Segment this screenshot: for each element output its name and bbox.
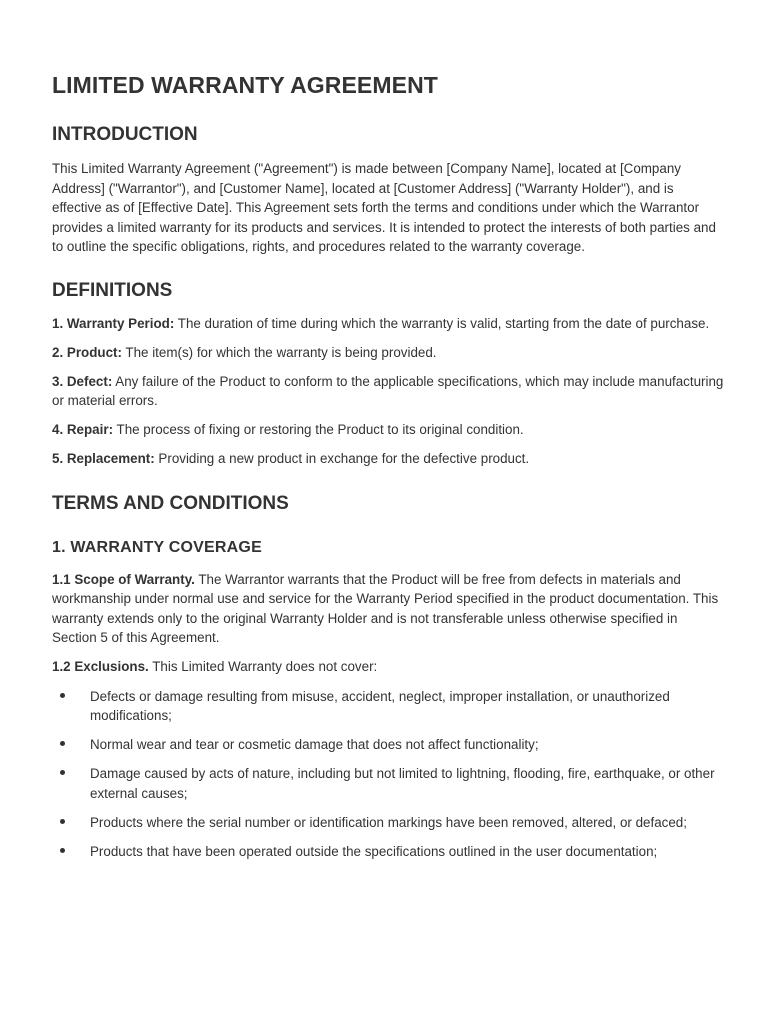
document-page <box>52 70 724 871</box>
terms-heading: TERMS AND CONDITIONS <box>52 492 289 514</box>
bullet-icon <box>60 741 65 746</box>
scope-term: 1.1 Scope of Warranty. <box>52 571 195 587</box>
exclusions <box>52 657 724 677</box>
list-item-text: Normal wear and tear or cosmetic damage that does not affect functionality; <box>90 737 539 752</box>
bullet-icon <box>60 819 65 824</box>
definition-text: Providing a new product in exchange for the defective product. <box>154 451 530 466</box>
definition-repair <box>52 420 724 440</box>
definitions-list <box>52 314 724 469</box>
bullet-icon <box>60 770 65 775</box>
introduction-text: This Limited Warranty Agreement ("Agreement") is made between [Company Name], located at [Company Address] ("Warrantor"), and [Customer Name], located at [Customer Address] ("Warranty Holder"), and is effective as of [Effective Date]. This Agreement sets forth the terms and conditions under which the Warrantor provides a limited warranty for its products and services. It is intended to protect the interests of both parties and to outline the specific obligations, rights, and procedures related to the warranty coverage. <box>52 161 716 254</box>
definition-text: The duration of time during which the warranty is valid, starting from the date of purchase. <box>174 315 710 331</box>
definition-term: 2. Product: <box>52 344 122 360</box>
definitions-heading: DEFINITIONS <box>52 279 173 301</box>
list-item <box>52 687 724 726</box>
definition-product <box>52 343 724 363</box>
list-item <box>52 735 724 755</box>
exclusions-list <box>52 687 724 862</box>
bullet-icon <box>60 693 65 698</box>
exclusions-term: 1.2 Exclusions. <box>52 659 149 674</box>
definition-text: The item(s) for which the warranty is being provided. <box>121 344 437 360</box>
definition-defect <box>52 372 724 411</box>
definition-term: 3. Defect: <box>52 373 113 389</box>
list-item-text: Products where the serial number or identification markings have been removed, altered, or defaced; <box>90 814 687 830</box>
document-title: LIMITED WARRANTY AGREEMENT <box>52 72 438 98</box>
scope-text: The Warrantor warrants that the Product will be free from defects in materials and workmanship under normal use and service for the Warranty Period specified in the product documentation. This warranty extends only to the original Warranty Holder and is not transferable unless otherwise specified in Section 5 of this Agreement. <box>52 571 719 645</box>
introduction-heading: INTRODUCTION <box>52 124 198 145</box>
warranty-coverage-heading: 1. WARRANTY COVERAGE <box>52 538 262 556</box>
definition-replacement <box>52 449 724 469</box>
definition-term: 4. Repair: <box>52 422 114 437</box>
definition-term: 5. Replacement: <box>52 451 155 466</box>
list-item-text: Defects or damage resulting from misuse, accident, neglect, improper installation, or unauthorized modifications; <box>90 688 670 723</box>
scope-of-warranty <box>52 570 724 648</box>
definition-text: The process of fixing or restoring the Product to its original condition. <box>113 422 524 437</box>
list-item <box>52 813 724 833</box>
bullet-icon <box>60 848 65 853</box>
list-item <box>52 842 724 862</box>
definition-warranty-period <box>52 314 724 334</box>
definition-text: Any failure of the Product to conform to the applicable specifications, which may include manufacturing or material errors. <box>52 373 724 408</box>
list-item <box>52 764 724 803</box>
exclusions-text: This Limited Warranty does not cover: <box>148 659 378 674</box>
list-item-text: Products that have been operated outside the specifications outlined in the user documentation; <box>90 843 658 859</box>
definition-term: 1. Warranty Period: <box>52 315 175 331</box>
list-item-text: Damage caused by acts of nature, including but not limited to lightning, flooding, fire, earthquake, or other external causes; <box>90 766 715 801</box>
